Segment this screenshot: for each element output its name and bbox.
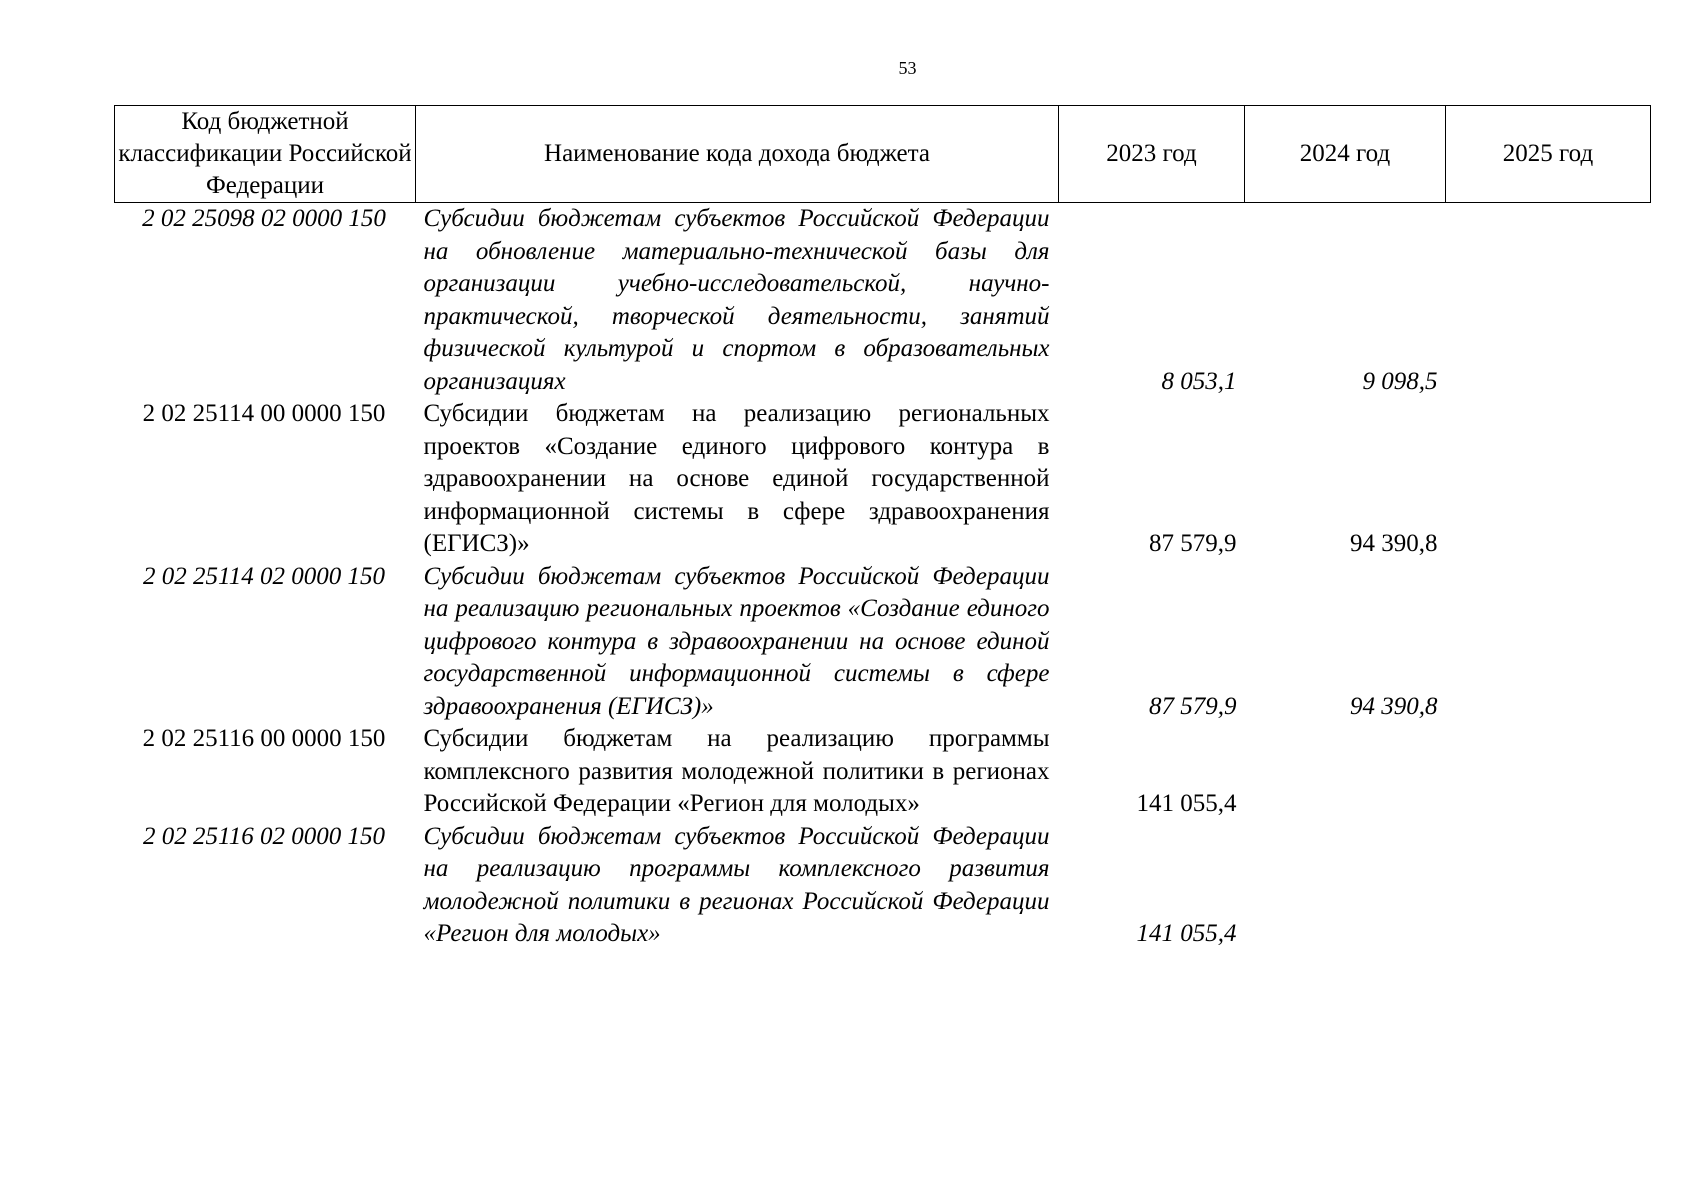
row-code: 2 02 25114 02 0000 150 [143,562,385,590]
page-number: 53 [898,58,917,78]
row-value-2025 [1446,398,1651,561]
row-name: Субсидии бюджетам субъектов Российской Федерации на реализацию программы комплексного развития молодежной политики в регионах Российской Федерации «Регион для молодых» [423,822,1050,947]
header-2024: 2024 год [1245,106,1446,203]
row-value-2024: 9 098,5 [1362,367,1438,395]
budget-revenue-table [114,105,1651,951]
table-row [115,821,1651,951]
row-value-2025 [1446,203,1651,399]
row-name: Субсидии бюджетам субъектов Российской Федерации на реализацию региональных проектов «Создание единого цифрового контура в здравоохранении на основе единой государственной информационной системы в сфере здравоохранения (ЕГИСЗ)» [423,562,1050,720]
header-code: Код бюджетной классификации Российской Федерации [115,106,416,203]
row-value-2023: 141 055,4 [1136,920,1237,947]
table-row [115,398,1651,561]
header-2023: 2023 год [1059,106,1245,203]
header-name: Наименование кода дохода бюджета [416,106,1059,203]
row-code: 2 02 25116 00 0000 150 [142,725,386,752]
row-value-2023: 8 053,1 [1161,367,1237,395]
row-code: 2 02 25098 02 0000 150 [142,205,386,232]
row-value-2023: 141 055,4 [1136,790,1237,817]
row-value-2023: 87 579,9 [1149,530,1237,557]
row-value-2024: 94 390,8 [1350,692,1438,720]
table-row [115,723,1651,821]
row-name: Субсидии бюджетам субъектов Российской Федерации на обновление материально-технической базы для организации учебно-исследовательской, научно-практической, творческой деятельности, занятий физической культурой и спортом в образовательных организациях [423,205,1050,395]
table-header-row [115,106,1651,203]
row-value-2024: 94 390,8 [1350,530,1438,557]
row-value-2024 [1245,723,1446,821]
row-name: Субсидии бюджетам на реализацию региональных проектов «Создание единого цифрового контура в здравоохранении на основе единой государственной информационной системы в сфере здравоохранения (ЕГИСЗ)» [423,400,1050,557]
row-value-2025 [1446,723,1651,821]
row-value-2025 [1446,821,1651,951]
row-value-2023: 87 579,9 [1149,692,1237,720]
row-code: 2 02 25116 02 0000 150 [143,822,385,850]
table-row [115,561,1651,724]
row-code: 2 02 25114 00 0000 150 [142,400,386,427]
header-2025: 2025 год [1446,106,1651,203]
table-row [115,203,1651,399]
row-name: Субсидии бюджетам на реализацию программы комплексного развития молодежной политики в регионах Российской Федерации «Регион для молодых» [423,725,1050,817]
row-value-2024 [1245,821,1446,951]
row-value-2025 [1446,561,1651,724]
